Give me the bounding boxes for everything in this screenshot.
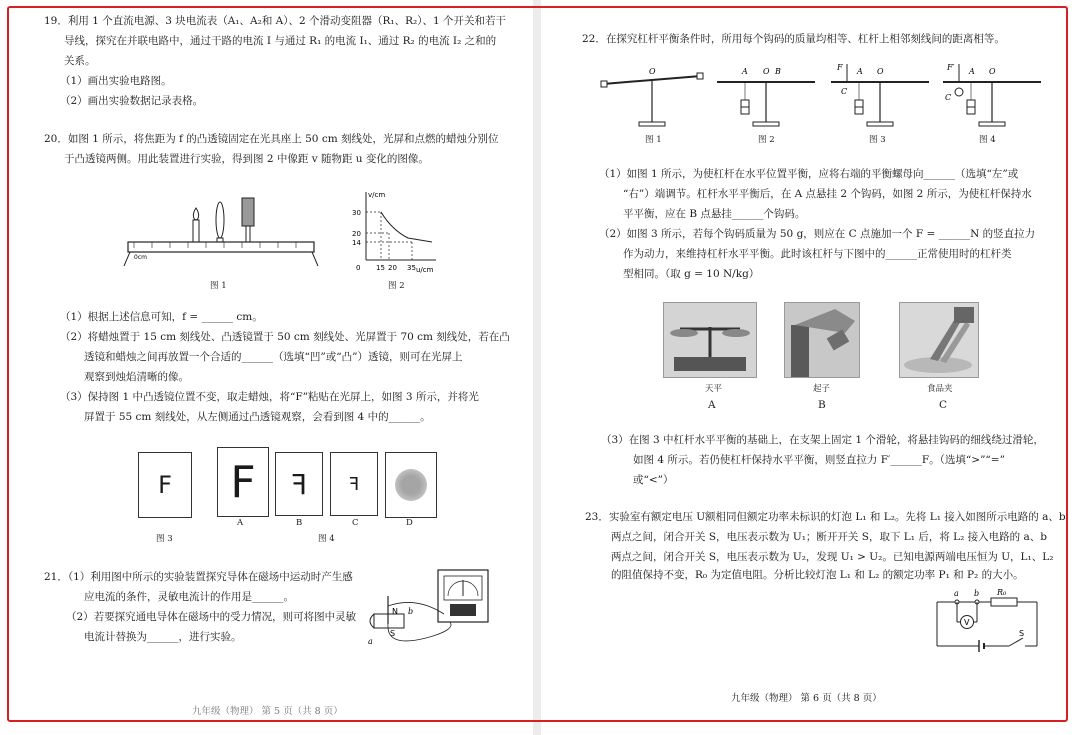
q22-part-1-line-2: “右”）端调节。杠杆水平平衡后，在 A 点悬挂 2 个钩码，如图 2 所示，为使杠杆保持水 [623, 188, 1032, 200]
q23-line-1: 23．实验室有额定电压 U额相同但额定功率未标识的灯泡 L₁ 和 L₂。先将 L₁ 接入如图所示电路的 a、b [585, 511, 1066, 523]
q20-part-2-line-3: 观察到烛焰清晰的像。 [84, 371, 189, 383]
q19-line-3: 关系。 [64, 55, 96, 67]
option-d-image [385, 452, 437, 518]
fig3-point-o: O [877, 67, 884, 76]
fig3-point-c: C [841, 87, 848, 96]
tool-b-name: 起子 [813, 384, 831, 394]
graph-ytick-14: 14 [352, 239, 361, 247]
q20-part-3-line-2: 屏置于 55 cm 刻线处，从左侧通过凸透镜观察，会看到图 4 中的______。 [84, 411, 431, 423]
fig4-point-o: O [989, 67, 996, 76]
lever-fig-3-caption: 图 3 [869, 135, 886, 145]
optical-bench-figure [120, 190, 320, 270]
q19-part-2: （2）画出实验数据记录表格。 [60, 95, 204, 107]
circuit-point-a: a [954, 589, 959, 598]
lever-fig-3 [827, 58, 933, 132]
q23-line-2: 两点之间，闭合开关 S，电压表示数为 U₁；断开开关 S，取下 L₁ 后，将 L₂ 接入电路的 a、b [611, 531, 1047, 543]
q21-line-4: 电流计替换为______，进行实验。 [84, 631, 242, 643]
q20-part-1: （1）根据上述信息可知，f = ______ cm。 [60, 311, 263, 323]
fig4-force-fprime: F′ [947, 63, 955, 72]
fig4-caption: 图 4 [318, 534, 335, 544]
graph-xtick-20: 20 [388, 264, 397, 272]
bottle-opener-photo [784, 302, 860, 378]
tool-a-letter: A [708, 399, 716, 411]
fig1-point-o: O [649, 67, 656, 76]
q20-line-1: 20．如图 1 所示，将焦距为 f 的凸透镜固定在光具座上 50 cm 刻线处，光屏和点燃的蜡烛分别位 [44, 133, 499, 145]
q22-part-2-line-3: 型相同。（取 g = 10 N/kg） [623, 268, 760, 280]
fig2-caption: 图 2 [388, 281, 405, 291]
option-a-label: A [237, 518, 244, 528]
q22-part-1-line-3: 平平衡，应在 B 点悬挂______个钩码。 [623, 208, 806, 220]
graph-xtick-0: 0 [356, 264, 361, 272]
fig1-caption: 图 1 [210, 281, 227, 291]
resistor-r0-label: R₀ [997, 588, 1007, 597]
lever-fig-1 [599, 62, 705, 132]
graph-ylabel: v/cm [368, 191, 386, 199]
fig3-f-card: F [138, 452, 192, 518]
wire-b-label: b [408, 607, 414, 616]
q22-part-2-line-2: 作为动力，来维持杠杆水平平衡。此时该杠杆与下图中的______正常使用时的杠杆类 [623, 248, 1012, 260]
q19-line-2: 导线，探究在并联电路中，通过干路的电流 I 与通过 R₁ 的电流 I₁、通过 R₂ 的电流 I₂ 之和的 [64, 35, 497, 47]
fig3-point-a: A [857, 67, 863, 76]
option-c-label: C [352, 518, 359, 528]
q22-part-2-line-1: （2）如图 3 所示，若每个钩码质量为 50 g，则应在 C 点施加一个 F = ______N 的竖直拉力 [599, 228, 1036, 240]
fig2-point-b: B [775, 67, 781, 76]
q22-part-3-line-2: 如图 4 所示。若仍使杠杆保持水平平衡，则竖直拉力 F′______F。（选填“>”“=” [633, 454, 1005, 466]
q19-line-1: 19．利用 1 个直流电源、3 块电流表（A₁、A₂和 A）、2 个滑动变阻器（R₁、R₂）、1 个开关和若干 [44, 15, 507, 27]
tool-b-letter: B [818, 399, 826, 411]
page-6 [541, 0, 1080, 735]
fig2-point-o: O [763, 67, 770, 76]
galvanometer-apparatus [366, 566, 506, 654]
graph-xtick-35: 35 [407, 264, 416, 272]
page-6-footer: 九年级（物理） 第 6 页（共 8 页） [731, 693, 882, 704]
tool-c-letter: C [939, 399, 948, 411]
page-gutter [533, 0, 541, 735]
option-c-image: F [330, 452, 378, 516]
graph-xtick-15: 15 [376, 264, 385, 272]
lever-fig-4-caption: 图 4 [979, 135, 996, 145]
q21-line-2: 应电流的条件，灵敏电流计的作用是______。 [84, 591, 294, 603]
q22-line-1: 22．在探究杠杆平衡条件时，所用每个钩码的质量均相等、杠杆上相邻刻线间的距离相等。 [582, 33, 1005, 45]
lever-fig-4 [939, 58, 1045, 132]
tool-c-name: 食品夹 [927, 384, 953, 394]
page-5-footer: 九年级（物理） 第 5 页（共 8 页） [192, 706, 343, 717]
fig3-force-f: F [837, 63, 843, 72]
tool-a-name: 天平 [705, 384, 723, 394]
q20-part-3-line-1: （3）保持图 1 中凸透镜位置不变，取走蜡烛，将“F”粘贴在光屏上，如图 3 所示，并将光 [60, 391, 479, 403]
fig3-caption: 图 3 [156, 534, 173, 544]
fig4-point-a: A [969, 67, 975, 76]
circuit-diagram [933, 586, 1045, 656]
fig2-point-a: A [742, 67, 748, 76]
option-b-image: F [275, 452, 323, 516]
q23-line-4: 的阻值保持不变，R₀ 为定值电阻。分析比较灯泡 L₁ 和 L₂ 的额定功率 P₁ 和 P₂ 的大小。 [611, 569, 1024, 581]
option-a-image: F [217, 447, 269, 517]
circuit-point-b: b [974, 589, 980, 598]
q23-line-3: 两点之间，闭合开关 S，电压表示数为 U₂，发现 U₁ > U₂。已知电源两端电压恒为 U，L₁、L₂ [611, 551, 1054, 563]
lever-fig-2 [713, 62, 819, 132]
graph-ytick-30: 30 [352, 209, 361, 217]
graph-xlabel: u/cm [416, 266, 434, 274]
q20-part-2-line-1: （2）将蜡烛置于 15 cm 刻线处、凸透镜置于 50 cm 刻线处、光屏置于 70 cm 刻线处，若在凸 [60, 331, 510, 343]
q20-part-2-line-2: 透镜和蜡烛之间再放置一个合适的______（选填“凹”或“凸”）透镜，则可在光屏上 [84, 351, 463, 363]
magnet-south-label: S [390, 629, 396, 638]
q22-part-1-line-1: （1）如图 1 所示，为使杠杆在水平位置平衡，应将右端的平衡螺母向______（选填“左”或 [599, 168, 1019, 180]
voltmeter-label: V [964, 618, 970, 627]
blurred-spot [395, 469, 427, 501]
ruler-start-label: 0cm [134, 254, 147, 261]
q21-line-1: 21．（1）利用图中所示的实验装置探究导体在磁场中运动时产生感 [44, 571, 353, 583]
lever-fig-1-caption: 图 1 [645, 135, 662, 145]
q22-part-3-line-3: 或“<”） [633, 474, 674, 486]
option-b-label: B [296, 518, 303, 528]
q19-part-1: （1）画出实验电路图。 [60, 75, 172, 87]
option-d-label: D [406, 518, 413, 528]
fig4-point-c: C [945, 93, 952, 102]
graph-ytick-20: 20 [352, 230, 361, 238]
balance-photo [663, 302, 757, 378]
v-u-graph [348, 188, 440, 276]
q21-line-3: （2）若要探究通电导体在磁场中的受力情况，则可将图中灵敏 [66, 611, 357, 623]
switch-label: S [1019, 629, 1025, 638]
wire-a-label: a [368, 637, 373, 646]
page-5 [0, 0, 533, 735]
lever-fig-2-caption: 图 2 [758, 135, 775, 145]
food-tongs-photo [899, 302, 979, 378]
magnet-north-label: N [392, 607, 398, 616]
q20-line-2: 于凸透镜两侧。用此装置进行实验，得到图 2 中像距 v 随物距 u 变化的图像。 [64, 153, 429, 165]
q22-part-3-line-1: （3）在图 3 中杠杆水平平衡的基础上，在支架上固定 1 个滑轮，将悬挂钩码的细线绕过滑轮， [601, 434, 1044, 446]
